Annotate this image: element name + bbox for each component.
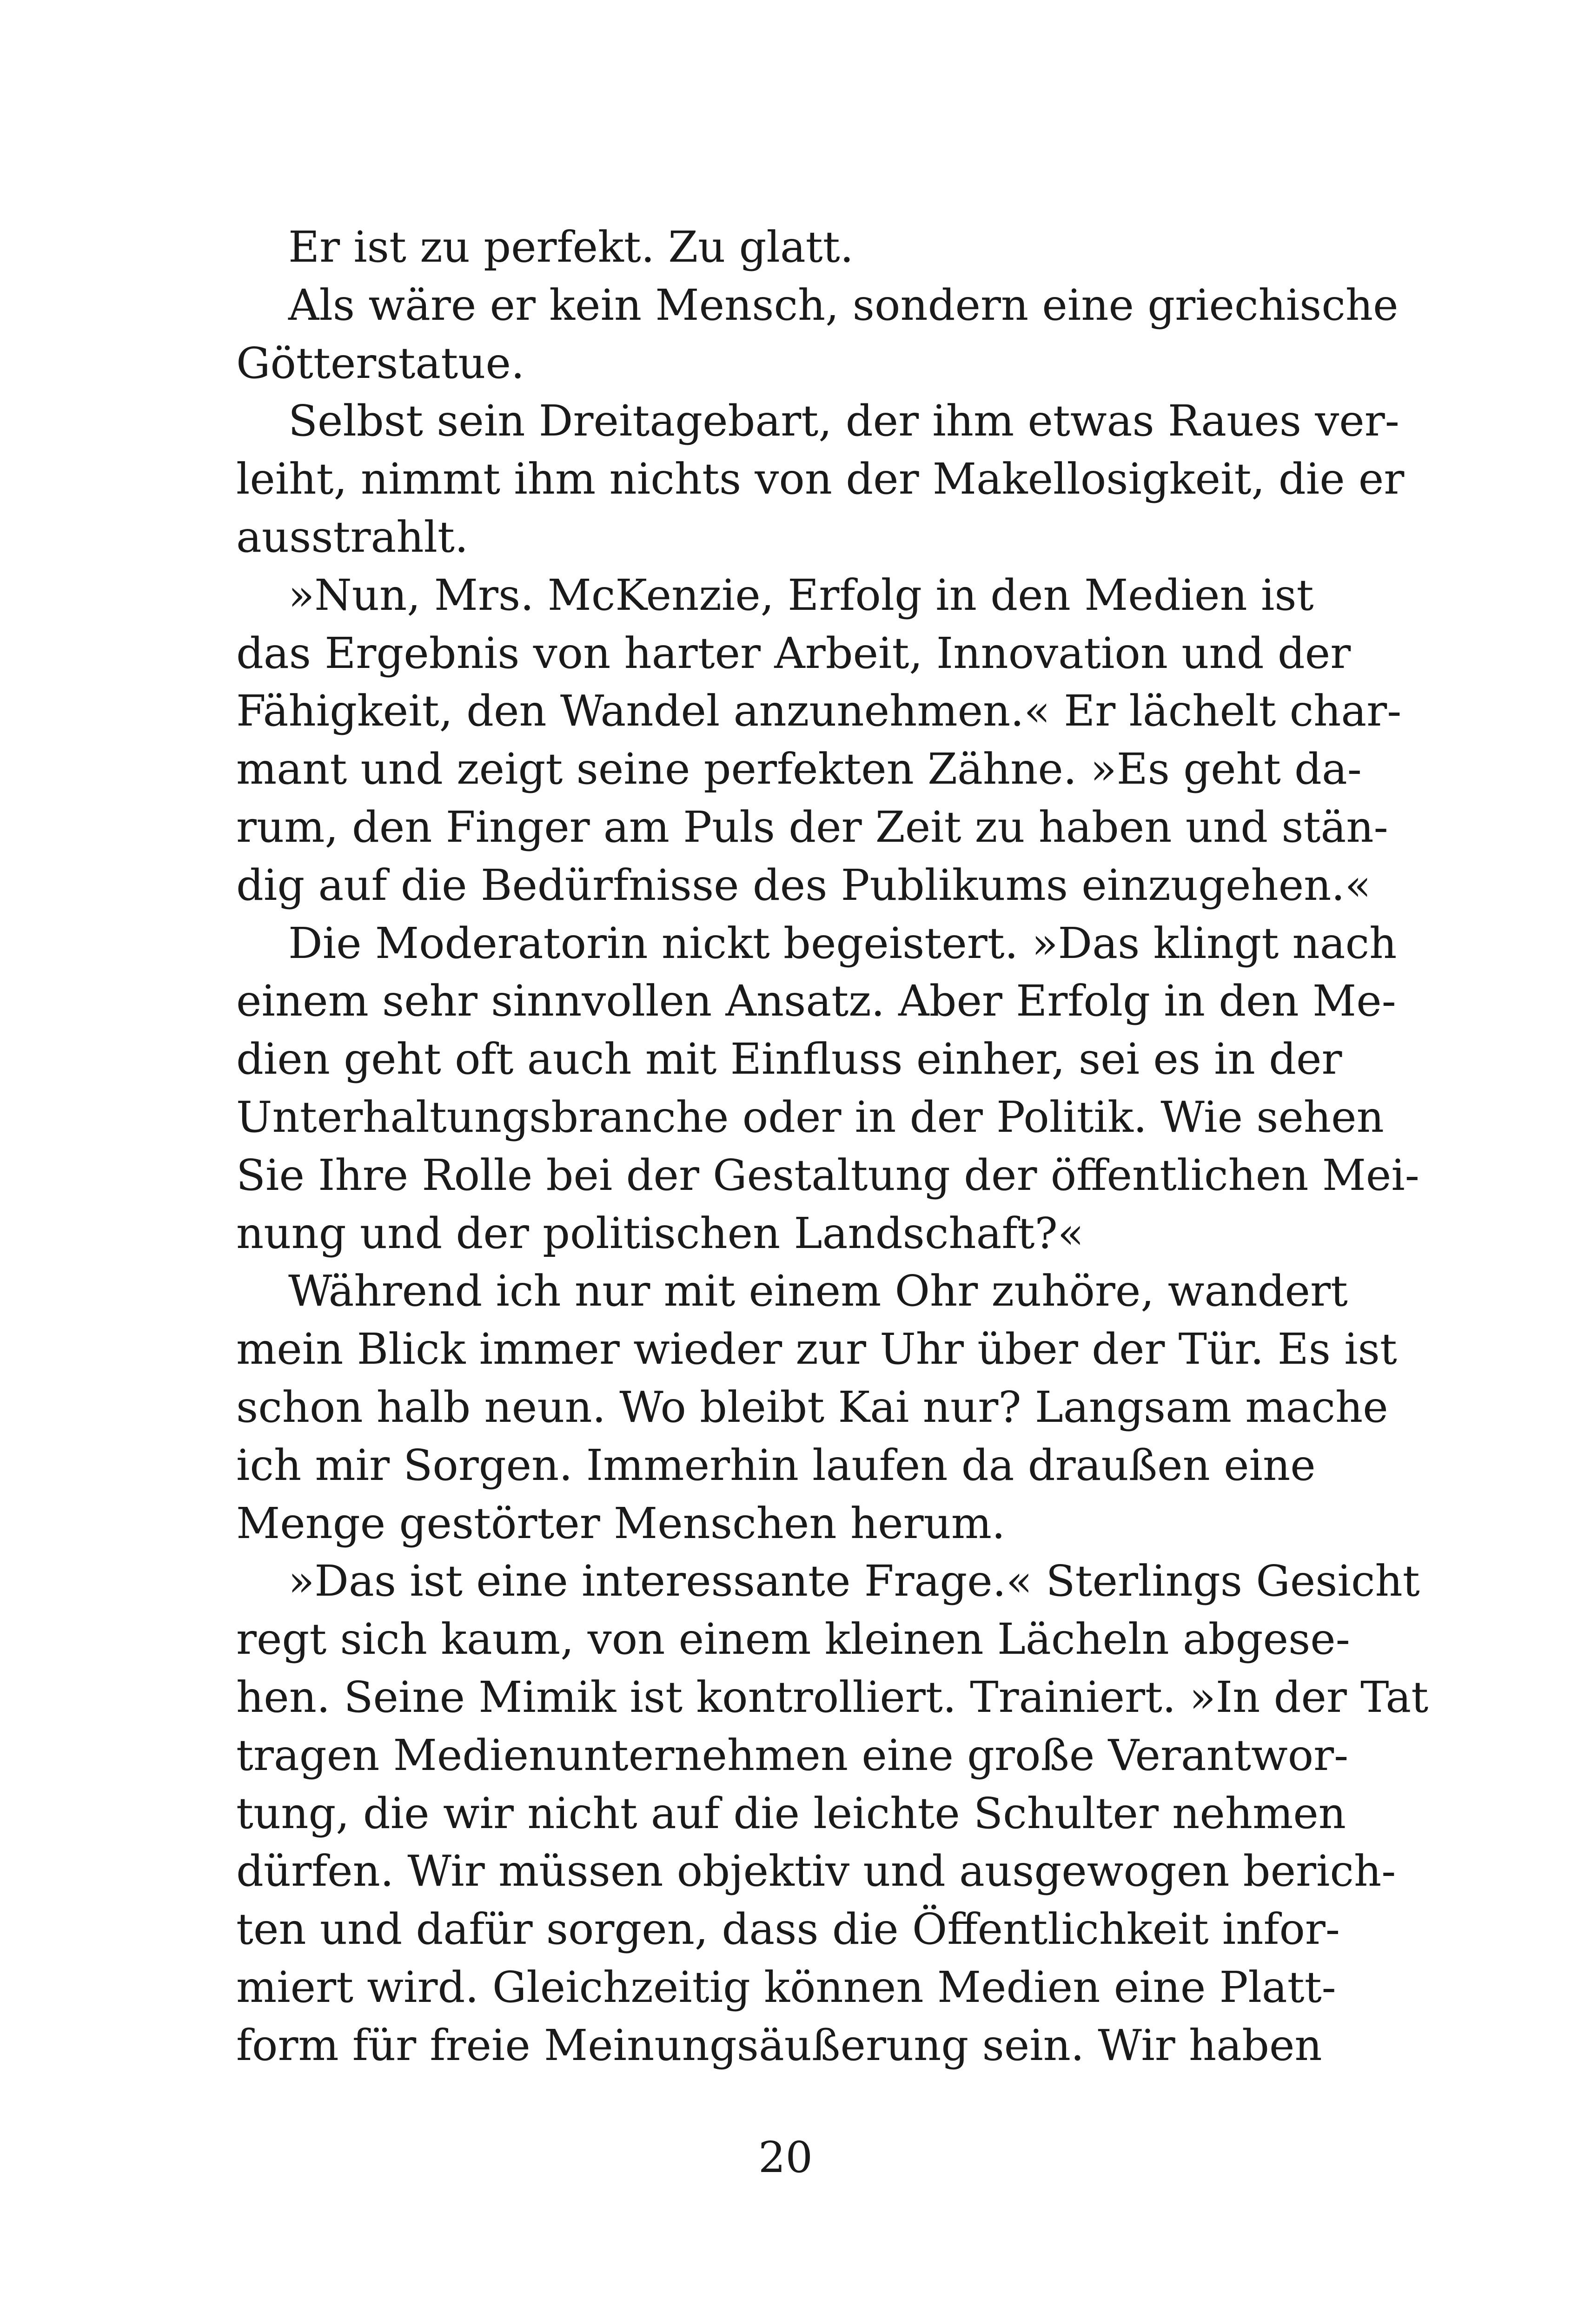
body-text bbox=[236, 218, 1429, 2075]
text-line: »Das ist eine interessante Frage.« Sterlings Gesicht bbox=[288, 1556, 1420, 1606]
text-line: schon halb neun. Wo bleibt Kai nur? Langsam mache bbox=[236, 1382, 1388, 1432]
text-line: ten und dafür sorgen, dass die Öffentlichkeit infor- bbox=[236, 1904, 1340, 1954]
text-line: hen. Seine Mimik ist kontrolliert. Trainiert. »In der Tat bbox=[236, 1672, 1429, 1722]
text-line: dig auf die Bedürfnisse des Publikums einzugehen.« bbox=[236, 860, 1371, 910]
text-line: leiht, nimmt ihm nichts von der Makellosigkeit, die er bbox=[236, 454, 1405, 504]
text-line: dien geht oft auch mit Einfluss einher, sei es in der bbox=[236, 1034, 1342, 1084]
text-line: miert wird. Gleichzeitig können Medien eine Platt- bbox=[236, 1962, 1336, 2012]
text-line: Er ist zu perfekt. Zu glatt. bbox=[288, 222, 854, 272]
text-line: mein Blick immer wieder zur Uhr über der Tür. Es ist bbox=[236, 1324, 1397, 1374]
text-line: form für freie Meinungsäußerung sein. Wir haben bbox=[236, 2020, 1322, 2070]
text-line: rum, den Finger am Puls der Zeit zu haben und stän- bbox=[236, 802, 1388, 852]
text-line: Selbst sein Dreitagebart, der ihm etwas Raues ver- bbox=[288, 396, 1399, 446]
text-line: Die Moderatorin nickt begeistert. »Das klingt nach bbox=[288, 918, 1397, 968]
text-line: Sie Ihre Rolle bei der Gestaltung der öffentlichen Mei- bbox=[236, 1150, 1419, 1200]
text-line: nung und der politischen Landschaft?« bbox=[236, 1208, 1084, 1258]
text-line: einem sehr sinnvollen Ansatz. Aber Erfolg in den Me- bbox=[236, 976, 1396, 1026]
text-line: tragen Medienunternehmen eine große Verantwor- bbox=[236, 1730, 1349, 1780]
text-line: »Nun, Mrs. McKenzie, Erfolg in den Medien ist bbox=[288, 570, 1314, 620]
page-number: 20 bbox=[758, 2133, 813, 2182]
text-line: Menge gestörter Menschen herum. bbox=[236, 1498, 1006, 1548]
text-line: Als wäre er kein Mensch, sondern eine griechische bbox=[288, 280, 1399, 330]
text-line: mant und zeigt seine perfekten Zähne. »Es geht da- bbox=[236, 744, 1362, 794]
text-line: Fähigkeit, den Wandel anzunehmen.« Er lächelt char- bbox=[236, 686, 1402, 736]
text-line: Götterstatue. bbox=[236, 338, 525, 388]
text-line: tung, die wir nicht auf die leichte Schulter nehmen bbox=[236, 1788, 1346, 1838]
text-line: ich mir Sorgen. Immerhin laufen da draußen eine bbox=[236, 1440, 1316, 1490]
text-line: ausstrahlt. bbox=[236, 512, 469, 562]
text-line: Unterhaltungsbranche oder in der Politik. Wie sehen bbox=[236, 1092, 1384, 1142]
text-line: Während ich nur mit einem Ohr zuhöre, wandert bbox=[288, 1266, 1348, 1316]
text-line: regt sich kaum, von einem kleinen Lächeln abgese- bbox=[236, 1614, 1350, 1664]
text-line: dürfen. Wir müssen objektiv und ausgewogen berich- bbox=[236, 1846, 1396, 1896]
text-line: das Ergebnis von harter Arbeit, Innovation und der bbox=[236, 628, 1351, 678]
